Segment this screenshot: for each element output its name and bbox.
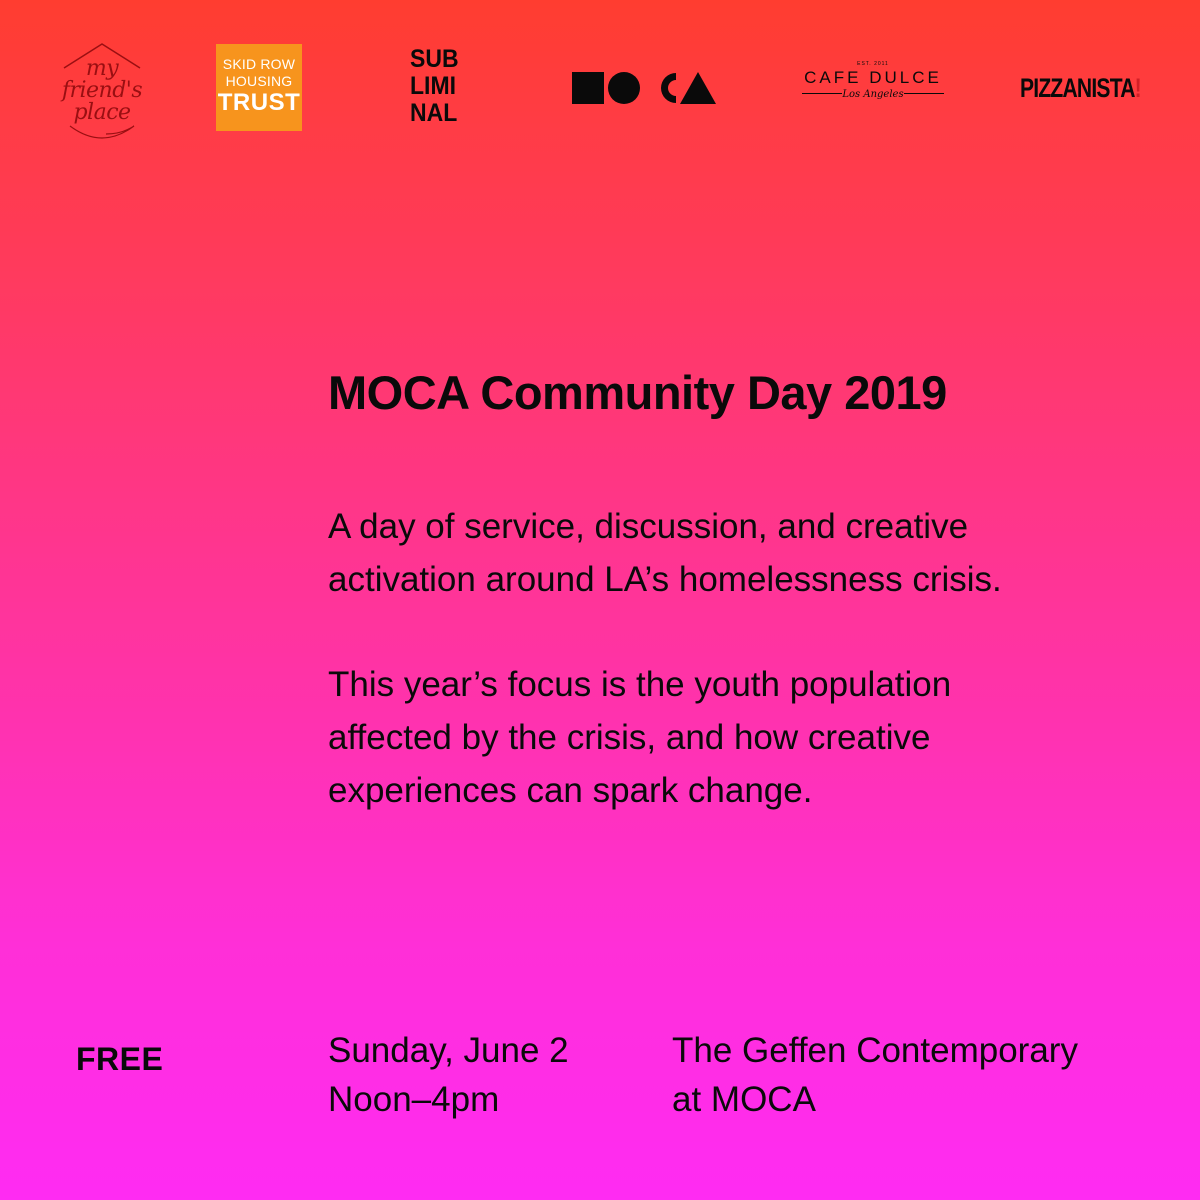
subliminal-logo bbox=[410, 46, 465, 127]
focus-line-2: affected by the crisis, and how creative bbox=[328, 718, 931, 757]
description-line-2: activation around LA’s homelessness crisis. bbox=[328, 560, 1002, 599]
moca-shapes-icon bbox=[572, 72, 716, 104]
subliminal-line-1: SUB bbox=[410, 45, 459, 73]
event-focus bbox=[328, 658, 1168, 817]
pizzanista-exclamation: ! bbox=[1134, 73, 1141, 103]
price-label: FREE bbox=[76, 1041, 164, 1077]
venue-line-1: The Geffen Contemporary bbox=[672, 1031, 1078, 1070]
cafe-dulce-rule-left bbox=[802, 93, 842, 94]
focus-line-3: experiences can spark change. bbox=[328, 771, 813, 810]
event-date-time bbox=[328, 1026, 569, 1124]
pizzanista-logo bbox=[1020, 72, 1141, 104]
mfp-line-1: my bbox=[85, 56, 119, 81]
subliminal-line-3: NAL bbox=[410, 99, 458, 127]
focus-line-1: This year’s focus is the youth population bbox=[328, 665, 952, 704]
event-venue bbox=[672, 1026, 1078, 1124]
srht-line-3: TRUST bbox=[217, 89, 301, 116]
my-friends-place-logo bbox=[56, 38, 148, 144]
subliminal-line-2: LIMI bbox=[410, 72, 456, 100]
event-title: MOCA Community Day 2019 bbox=[328, 366, 947, 419]
cafe-dulce-logo bbox=[796, 60, 950, 112]
skid-row-housing-trust-logo bbox=[216, 44, 302, 131]
event-time: Noon–4pm bbox=[328, 1080, 500, 1119]
description-line-1: A day of service, discussion, and creative bbox=[328, 507, 969, 546]
cafe-dulce-rule-right bbox=[904, 93, 944, 94]
event-date: Sunday, June 2 bbox=[328, 1031, 569, 1070]
mfp-line-3: place bbox=[73, 100, 131, 125]
cafe-dulce-location: Los Angeles bbox=[842, 89, 904, 100]
moca-logo bbox=[572, 72, 716, 104]
mfp-line-2: friend's bbox=[61, 78, 143, 103]
event-description bbox=[328, 500, 1168, 606]
pizzanista-name: PIZZANISTA bbox=[1020, 73, 1135, 103]
cafe-dulce-est: EST. 2011 bbox=[857, 61, 889, 67]
srht-line-2: HOUSING bbox=[225, 73, 293, 89]
venue-line-2: at MOCA bbox=[672, 1080, 816, 1119]
cafe-dulce-name: CAFE DULCE bbox=[804, 68, 942, 87]
srht-line-1: SKID ROW bbox=[222, 56, 296, 72]
